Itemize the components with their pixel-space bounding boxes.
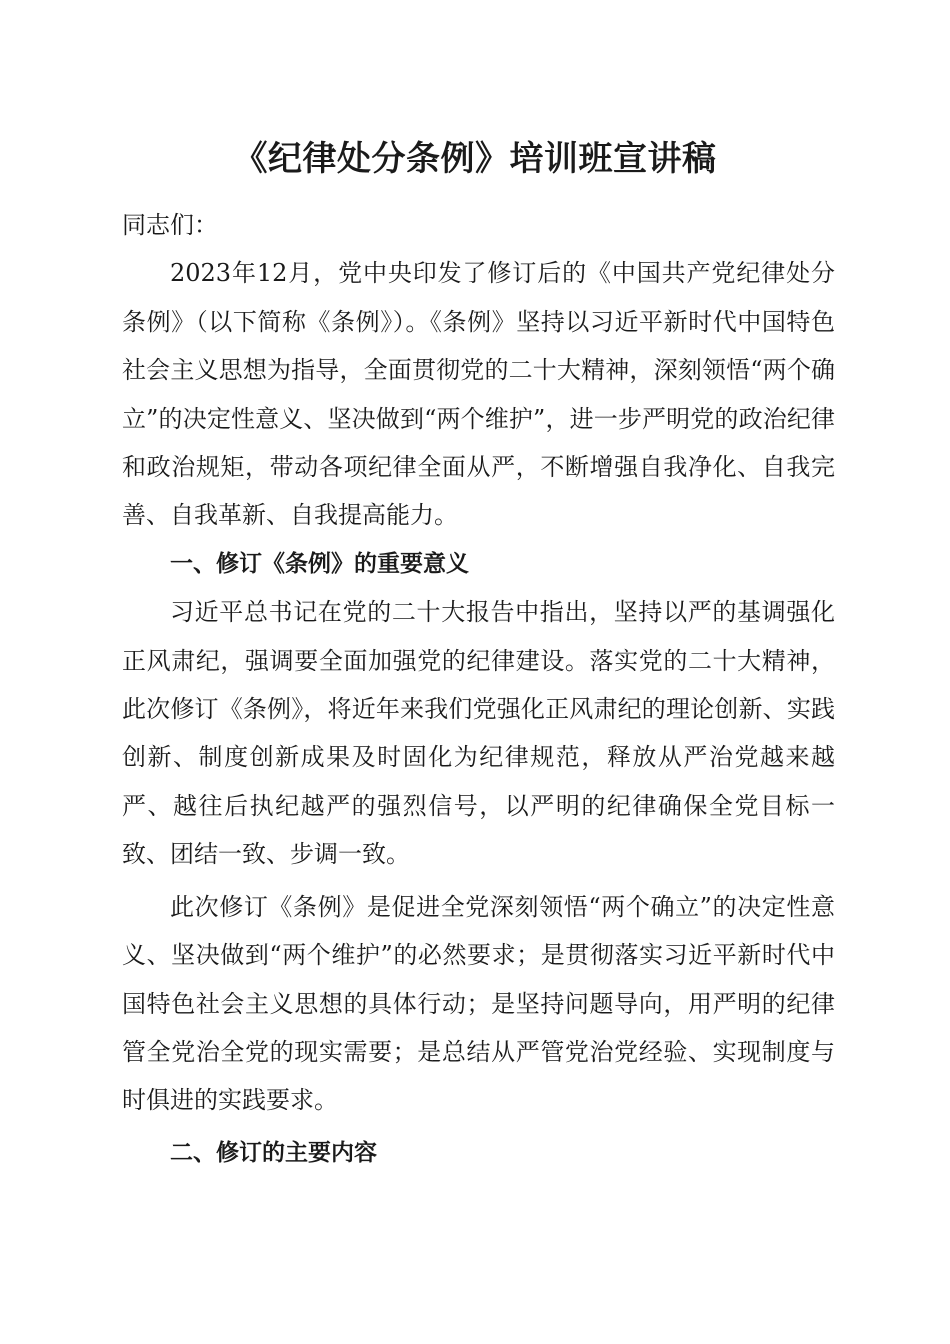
- section1-paragraph-2: 此次修订《条例》是促进全党深刻领悟“两个确立”的决定性意义、坚决做到“两个维护”的必然要求；是贯彻落实习近平新时代中国特色社会主义思想的具体行动；是坚持问题导向，用严明的纪律管全党治全党的现实需要；是总结从严管党治党经验、实现制度与时俱进的实践要求。: [122, 892, 835, 1115]
- salutation: 同志们：: [122, 211, 218, 239]
- section-heading-2: 二、修订的主要内容: [170, 1139, 377, 1166]
- document-body: [122, 201, 835, 1177]
- section-heading-1: 一、修订《条例》的重要意义: [170, 550, 469, 577]
- section1-paragraph-1: 习近平总书记在党的二十大报告中指出，坚持以严的基调强化正风肃纪，强调要全面加强党的纪律建设。落实党的二十大精神，此次修订《条例》，将近年来我们党强化正风肃纪的理论创新、实践创新、制度创新成果及时固化为纪律规范，释放从严治党越来越严、越往后执纪越严的强烈信号，以严明的纪律确保全党目标一致、团结一致、步调一致。: [122, 598, 835, 869]
- intro-paragraph: 2023年12月，党中央印发了修订后的《中国共产党纪律处分条例》（以下简称《条例》）。《条例》坚持以习近平新时代中国特色社会主义思想为指导，全面贯彻党的二十大精神，深刻领悟“两个确立”的决定性意义、坚决做到“两个维护”，进一步严明党的政治纪律和政治规矩，带动各项纪律全面从严，不断增强自我净化、自我完善、自我革新、自我提高能力。: [122, 259, 835, 530]
- document-title: 《纪律处分条例》培训班宣讲稿: [233, 139, 717, 179]
